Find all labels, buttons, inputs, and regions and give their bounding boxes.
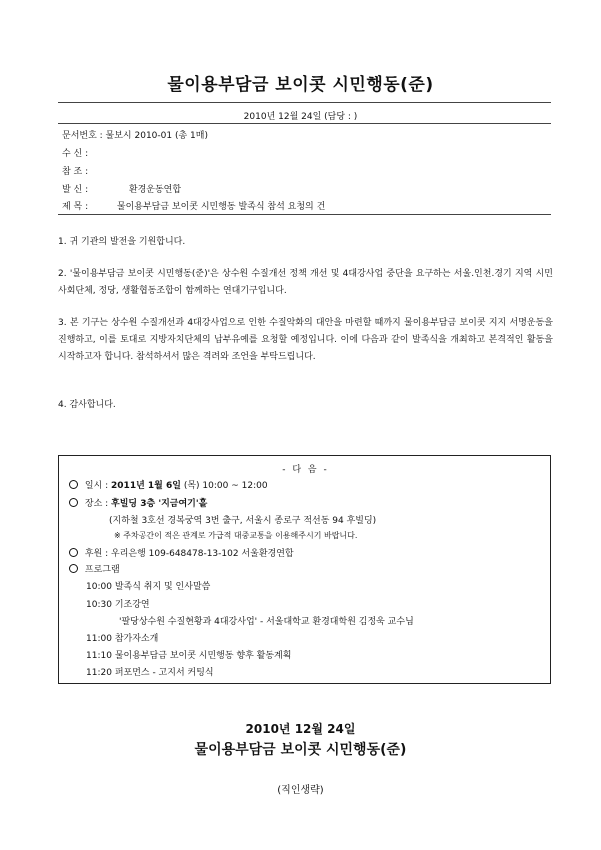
subject-label: 제 목 :	[62, 202, 89, 212]
program-item	[69, 562, 120, 575]
program-title: 물이용부담금 보이콧 시민행동 향후 활동계획	[114, 651, 292, 661]
program-time: 11:10	[86, 651, 112, 661]
doc-number: 물보시 2010-01 (총 1매)	[105, 131, 208, 141]
support-item	[69, 546, 294, 559]
program-title: 퍼포먼스 - 고지서 커팅식	[114, 668, 214, 678]
event-place: 후빌딩 3층 '지금여기'홀	[111, 499, 208, 509]
reference-row	[62, 164, 114, 177]
place-item	[69, 496, 207, 509]
document-title: 물이용부담금 보이콧 시민행동(준)	[167, 75, 434, 95]
reference-label: 참 조 :	[62, 167, 89, 177]
details-heading: - 다 음 -	[282, 465, 329, 475]
place-label: 장소 :	[84, 499, 109, 509]
footer-date: 2010년 12월 24일	[245, 722, 356, 736]
program-title: 발족식 취지 및 인사말씀	[114, 582, 211, 592]
sender-label: 발 신 :	[62, 185, 89, 195]
event-time: (목) 10:00 ~ 12:00	[183, 481, 268, 491]
program-row	[86, 597, 150, 610]
program-time: 11:00	[86, 634, 112, 644]
program-time: 10:30	[86, 600, 112, 610]
support-label: 후원 :	[84, 549, 109, 559]
doc-number-row	[62, 128, 208, 141]
paragraph-3: 3. 본 기구는 상수원 수질개선과 4대강사업으로 인한 수질악화의 대안을 마련할 때까지 물이용부담금 보이콧 지지 서명운동을 진행하고, 이를 토대로 지방자치단체의 납부유예를 요청할 예정입니다. 이에 다음과 같이 발족식을 개최하고 본격적인 활동을 시작하고자 합니다. 참석하셔서 많은 격려와 조언을 부탁드립니다.	[58, 318, 553, 362]
program-time: 10:00	[86, 582, 112, 592]
sender: 환경운동연합	[128, 185, 182, 195]
recipient-label: 수 신 :	[62, 149, 89, 159]
sender-row	[62, 182, 181, 195]
bullet-circle-icon	[69, 564, 78, 573]
date-rule	[58, 123, 551, 124]
program-row	[86, 665, 214, 678]
paragraph-2: 2. '물이용부담금 보이콧 시민행동(준)'은 상수원 수질개선 정책 개선 및 4대강사업 중단을 요구하는 서울.인천.경기 지역 시민사회단체, 정당, 생활협동조합이 함께하는 연대기구입니다.	[58, 269, 553, 296]
meta-rule	[58, 214, 551, 215]
top-rule	[58, 102, 551, 103]
paragraph-4: 4. 감사합니다.	[58, 400, 116, 410]
program-title: 참가자소개	[114, 634, 159, 644]
bullet-circle-icon	[69, 498, 78, 507]
paragraph-1: 1. 귀 기관의 발전을 기원합니다.	[58, 237, 186, 247]
program-time: 11:20	[86, 668, 112, 678]
program-row	[119, 614, 414, 627]
doc-number-label: 문서번호 :	[62, 131, 103, 141]
recipient-row	[62, 146, 114, 159]
place-directions: (지하철 3호선 경복궁역 3번 출구, 서울시 종로구 적선동 94 후빌딩)	[109, 516, 377, 526]
parking-note: ※ 주차공간이 적은 관계로 가급적 대중교통을 이용해주시기 바랍니다.	[114, 531, 358, 540]
subject: 물이용부담금 보이콧 시민행동 발족식 참석 요청의 건	[116, 202, 326, 212]
bullet-circle-icon	[69, 548, 78, 557]
program-label: 프로그램	[84, 565, 120, 575]
program-title: '팔당상수원 수질현황과 4대강사업' - 서울대학교 환경대학원 김정욱 교수님	[119, 617, 414, 627]
support-account: 우리은행 109-648478-13-102 서울환경연합	[111, 549, 294, 559]
date-label: 일시 :	[84, 481, 109, 491]
program-row	[86, 579, 210, 592]
subject-row	[62, 199, 325, 212]
seal-omitted-note: (직인생략)	[277, 785, 324, 796]
bullet-circle-icon	[69, 480, 78, 489]
program-row	[86, 631, 158, 644]
footer-organization: 물이용부담금 보이콧 시민행동(준)	[194, 742, 407, 758]
event-date: 2011년 1월 6일	[111, 481, 181, 491]
program-title: 기조강연	[114, 600, 150, 610]
date-line: 2010년 12월 24일 (담당 : )	[243, 112, 358, 122]
program-row	[86, 648, 291, 661]
date-item	[69, 478, 268, 491]
details-box	[58, 455, 551, 684]
